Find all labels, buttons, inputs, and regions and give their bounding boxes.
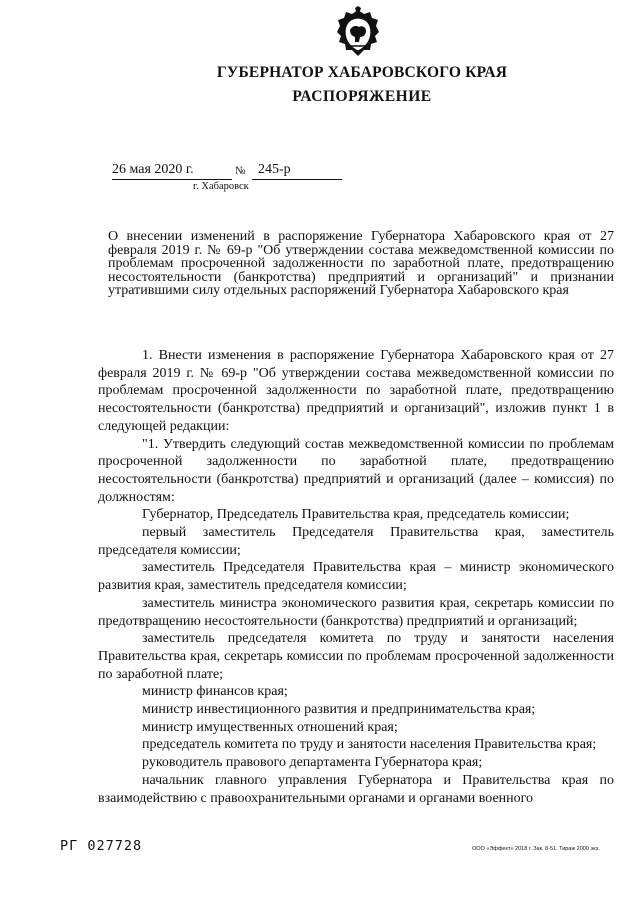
body-paragraph: начальник главного управления Губернатора и Правительства края по взаимодействию с правоохранительными органами и органами военного xyxy=(98,772,614,806)
printer-info: ООО «Эффект» 2018 г. Зак. 8-51. Тираж 2000 экз. xyxy=(472,846,600,852)
date-underline xyxy=(112,179,232,180)
body-paragraph: заместитель Председателя Правительства края – министр экономического развития края, заместитель председателя комиссии; xyxy=(98,560,614,594)
form-serial-number: РГ 027728 xyxy=(60,838,143,854)
issue-city: г. Хабаровск xyxy=(193,181,249,192)
body-paragraph: руководитель правового департамента Губернатора края; xyxy=(142,755,483,771)
body-paragraph: заместитель министра экономического развития края, секретарь комиссии по предотвращению несостоятельности (банкротства) предприятий и организаций; xyxy=(98,595,614,629)
body-paragraph: первый заместитель Председателя Правительства края, заместитель председателя комиссии; xyxy=(98,525,614,558)
document-date: 26 мая 2020 г. xyxy=(112,162,194,177)
document-number: 245-р xyxy=(258,162,291,177)
body-paragraph: министр финансов края; xyxy=(142,684,288,700)
body-paragraph: Губернатор, Председатель Правительства края, председатель комиссии; xyxy=(142,507,570,523)
document-body xyxy=(98,347,614,807)
body-paragraph: министр инвестиционного развития и предпринимательства края; xyxy=(142,702,536,718)
number-sign: № xyxy=(235,165,246,177)
body-paragraph: заместитель председателя комитета по труду и занятости населения Правительства края, секретарь комиссии по проблемам просроченной задолженности по заработной плате; xyxy=(98,631,614,682)
document-subject: О внесении изменений в распоряжение Губернатора Хабаровского края от 27 февраля 2019 г. № 69-р "Об утверждении состава межведомственной комиссии по проблемам просроченной задолженности по заработной плате, предотвращению несостоятельности (банкротства) предприятий и организаций" и признании утратившими силу отдельных распоряжений Губернатора Хабаровского края xyxy=(108,229,614,298)
date-number-line xyxy=(112,162,352,180)
number-underline xyxy=(252,179,342,180)
document-type: РАСПОРЯЖЕНИЕ xyxy=(292,88,432,105)
issuer-title: ГУБЕРНАТОР ХАБАРОВСКОГО КРАЯ xyxy=(216,64,508,81)
body-paragraph: председатель комитета по труду и занятости населения Правительства края; xyxy=(142,737,597,753)
coat-of-arms-icon xyxy=(333,6,383,62)
body-paragraph: 1. Внести изменения в распоряжение Губернатора Хабаровского края от 27 февраля 2019 г. № 69-р "Об утверждении состава межведомственной комиссии по проблемам просроченной задолженности по заработной плате, предотвращению несостоятельности (банкротства) предприятий и организаций", изложив пункт 1 в следующей редакции: xyxy=(98,348,614,434)
body-paragraph: министр имущественных отношений края; xyxy=(142,719,398,735)
body-paragraph: "1. Утвердить следующий состав межведомственной комиссии по проблемам просроченной задолженности по заработной плате, предотвращению несостоятельности (банкротства) предприятий и организаций (далее – комиссия) по должностям: xyxy=(98,436,614,505)
